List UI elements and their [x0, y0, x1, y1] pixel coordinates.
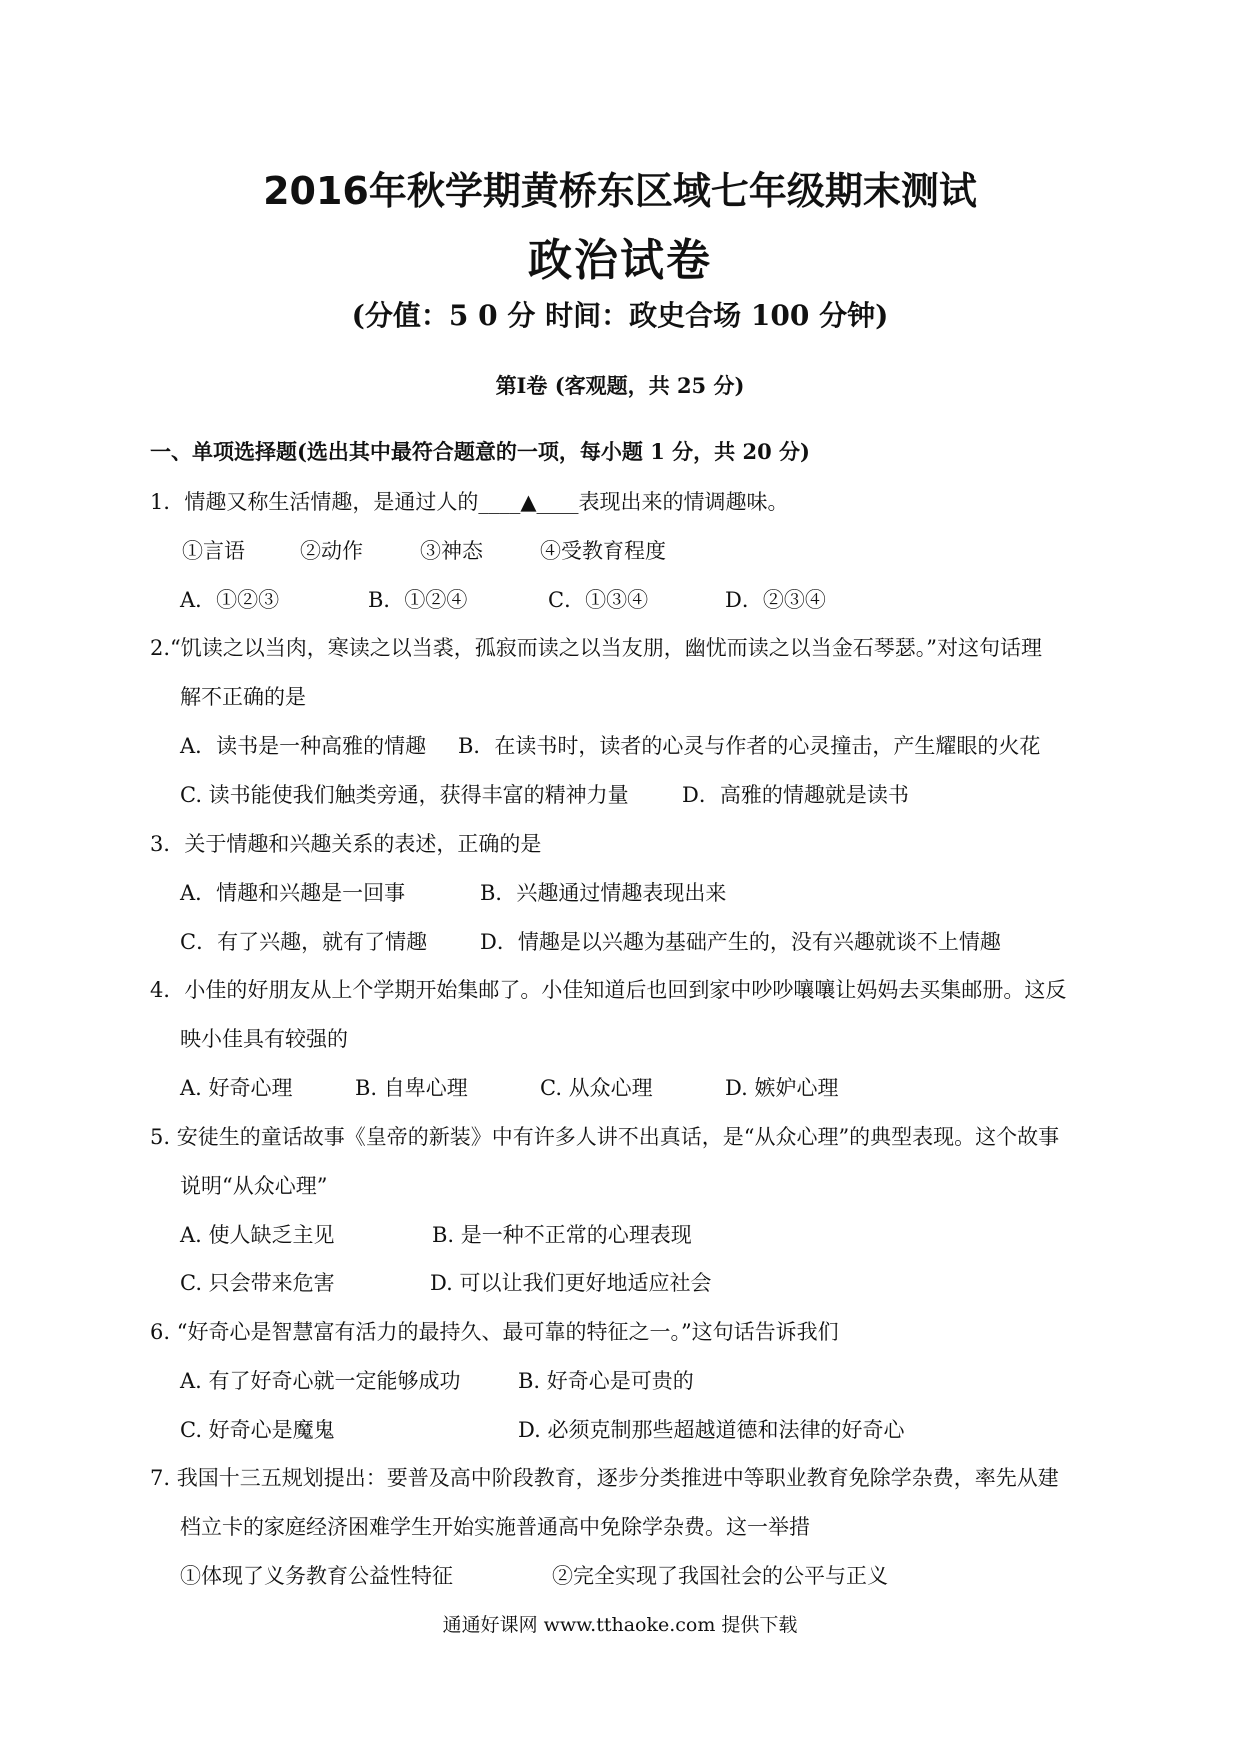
question-3-option-a: A．情趣和兴趣是一回事	[180, 881, 406, 905]
question-1-item: ②动作	[300, 539, 363, 563]
exam-subtitle: (分值：5 0 分 时间：政史合场 100 分钟)	[351, 299, 889, 332]
question-5-option-b: B. 是一种不正常的心理表现	[432, 1223, 692, 1247]
question-1-option-c: C．①③④	[548, 588, 649, 612]
question-4-option-a: A. 好奇心理	[180, 1076, 293, 1100]
question-2-option-b: B．在读书时，读者的心灵与作者的心灵撞击，产生耀眼的火花	[458, 734, 1041, 758]
question-6-option-d: D. 必须克制那些超越道德和法律的好奇心	[518, 1418, 905, 1442]
question-3-option-b: B．兴趣通过情趣表现出来	[480, 881, 727, 905]
question-3-stem: 3．关于情趣和兴趣关系的表述，正确的是	[150, 832, 542, 856]
question-1-option-b: B．①②④	[368, 588, 468, 612]
question-1-item: ③神态	[420, 539, 483, 563]
question-5-option-a: A. 使人缺乏主见	[180, 1223, 335, 1247]
question-7-stem-cont: 档立卡的家庭经济困难学生开始实施普通高中免除学杂费。这一举措	[180, 1515, 810, 1539]
question-1-stem: 1．情趣又称生活情趣，是通过人的____▲____表现出来的情调趣味。	[150, 490, 789, 514]
question-6-option-b: B. 好奇心是可贵的	[518, 1369, 694, 1393]
question-7-stem: 7. 我国十三五规划提出：要普及高中阶段教育，逐步分类推进中等职业教育免除学杂费，率先从建	[150, 1466, 1059, 1490]
part-heading: 第Ⅰ卷 (客观题，共 25 分)	[495, 373, 745, 398]
question-1-item: ①言语	[182, 539, 245, 563]
question-7-item: ①体现了义务教育公益性特征	[180, 1564, 453, 1588]
question-5-option-d: D. 可以让我们更好地适应社会	[430, 1271, 712, 1295]
footer-text: 通通好课网 www.tthaoke.com 提供下载	[442, 1614, 798, 1636]
question-4-stem: 4．小佳的好朋友从上个学期开始集邮了。小佳知道后也回到家中吵吵嚷嚷让妈妈去买集邮册。这反	[150, 978, 1067, 1002]
question-4-option-b: B. 自卑心理	[355, 1076, 468, 1100]
question-5-stem-cont: 说明“从众心理”	[180, 1174, 328, 1198]
question-1-item: ④受教育程度	[540, 539, 666, 563]
question-5-option-c: C. 只会带来危害	[180, 1271, 335, 1295]
question-3-option-c: C．有了兴趣，就有了情趣	[180, 930, 428, 954]
exam-subject: 政治试卷	[528, 235, 712, 286]
question-7-item: ②完全实现了我国社会的公平与正义	[552, 1564, 888, 1588]
question-4-stem-cont: 映小佳具有较强的	[180, 1027, 348, 1051]
question-3-option-d: D．情趣是以兴趣为基础产生的，没有兴趣就谈不上情趣	[480, 930, 1001, 954]
question-5-stem: 5. 安徒生的童话故事《皇帝的新装》中有许多人讲不出真话，是“从众心理”的典型表现。这个故事	[150, 1125, 1060, 1149]
question-6-stem: 6. “好奇心是智慧富有活力的最持久、最可靠的特征之一。”这句话告诉我们	[150, 1320, 839, 1344]
question-4-option-d: D. 嫉妒心理	[725, 1076, 839, 1100]
question-2-option-c: C. 读书能使我们触类旁通，获得丰富的精神力量	[180, 783, 629, 807]
exam-title: 2016年秋学期黄桥东区域七年级期末测试	[263, 169, 977, 213]
question-4-option-c: C. 从众心理	[540, 1076, 653, 1100]
question-2-stem: 2.“饥读之以当肉，寒读之以当裘，孤寂而读之以当友朋，幽忧而读之以当金石琴瑟。”对这句话理	[150, 636, 1043, 660]
section-heading: 一、单项选择题(选出其中最符合题意的一项，每小题 1 分，共 20 分)	[150, 439, 810, 464]
question-1-option-a: A．①②③	[180, 588, 280, 612]
question-2-option-a: A．读书是一种高雅的情趣	[180, 734, 427, 758]
question-6-option-c: C. 好奇心是魔鬼	[180, 1418, 335, 1442]
question-2-option-d: D．高雅的情趣就是读书	[682, 783, 909, 807]
question-2-stem-cont: 解不正确的是	[180, 685, 306, 709]
question-1-option-d: D．②③④	[725, 588, 826, 612]
question-6-option-a: A. 有了好奇心就一定能够成功	[180, 1369, 461, 1393]
